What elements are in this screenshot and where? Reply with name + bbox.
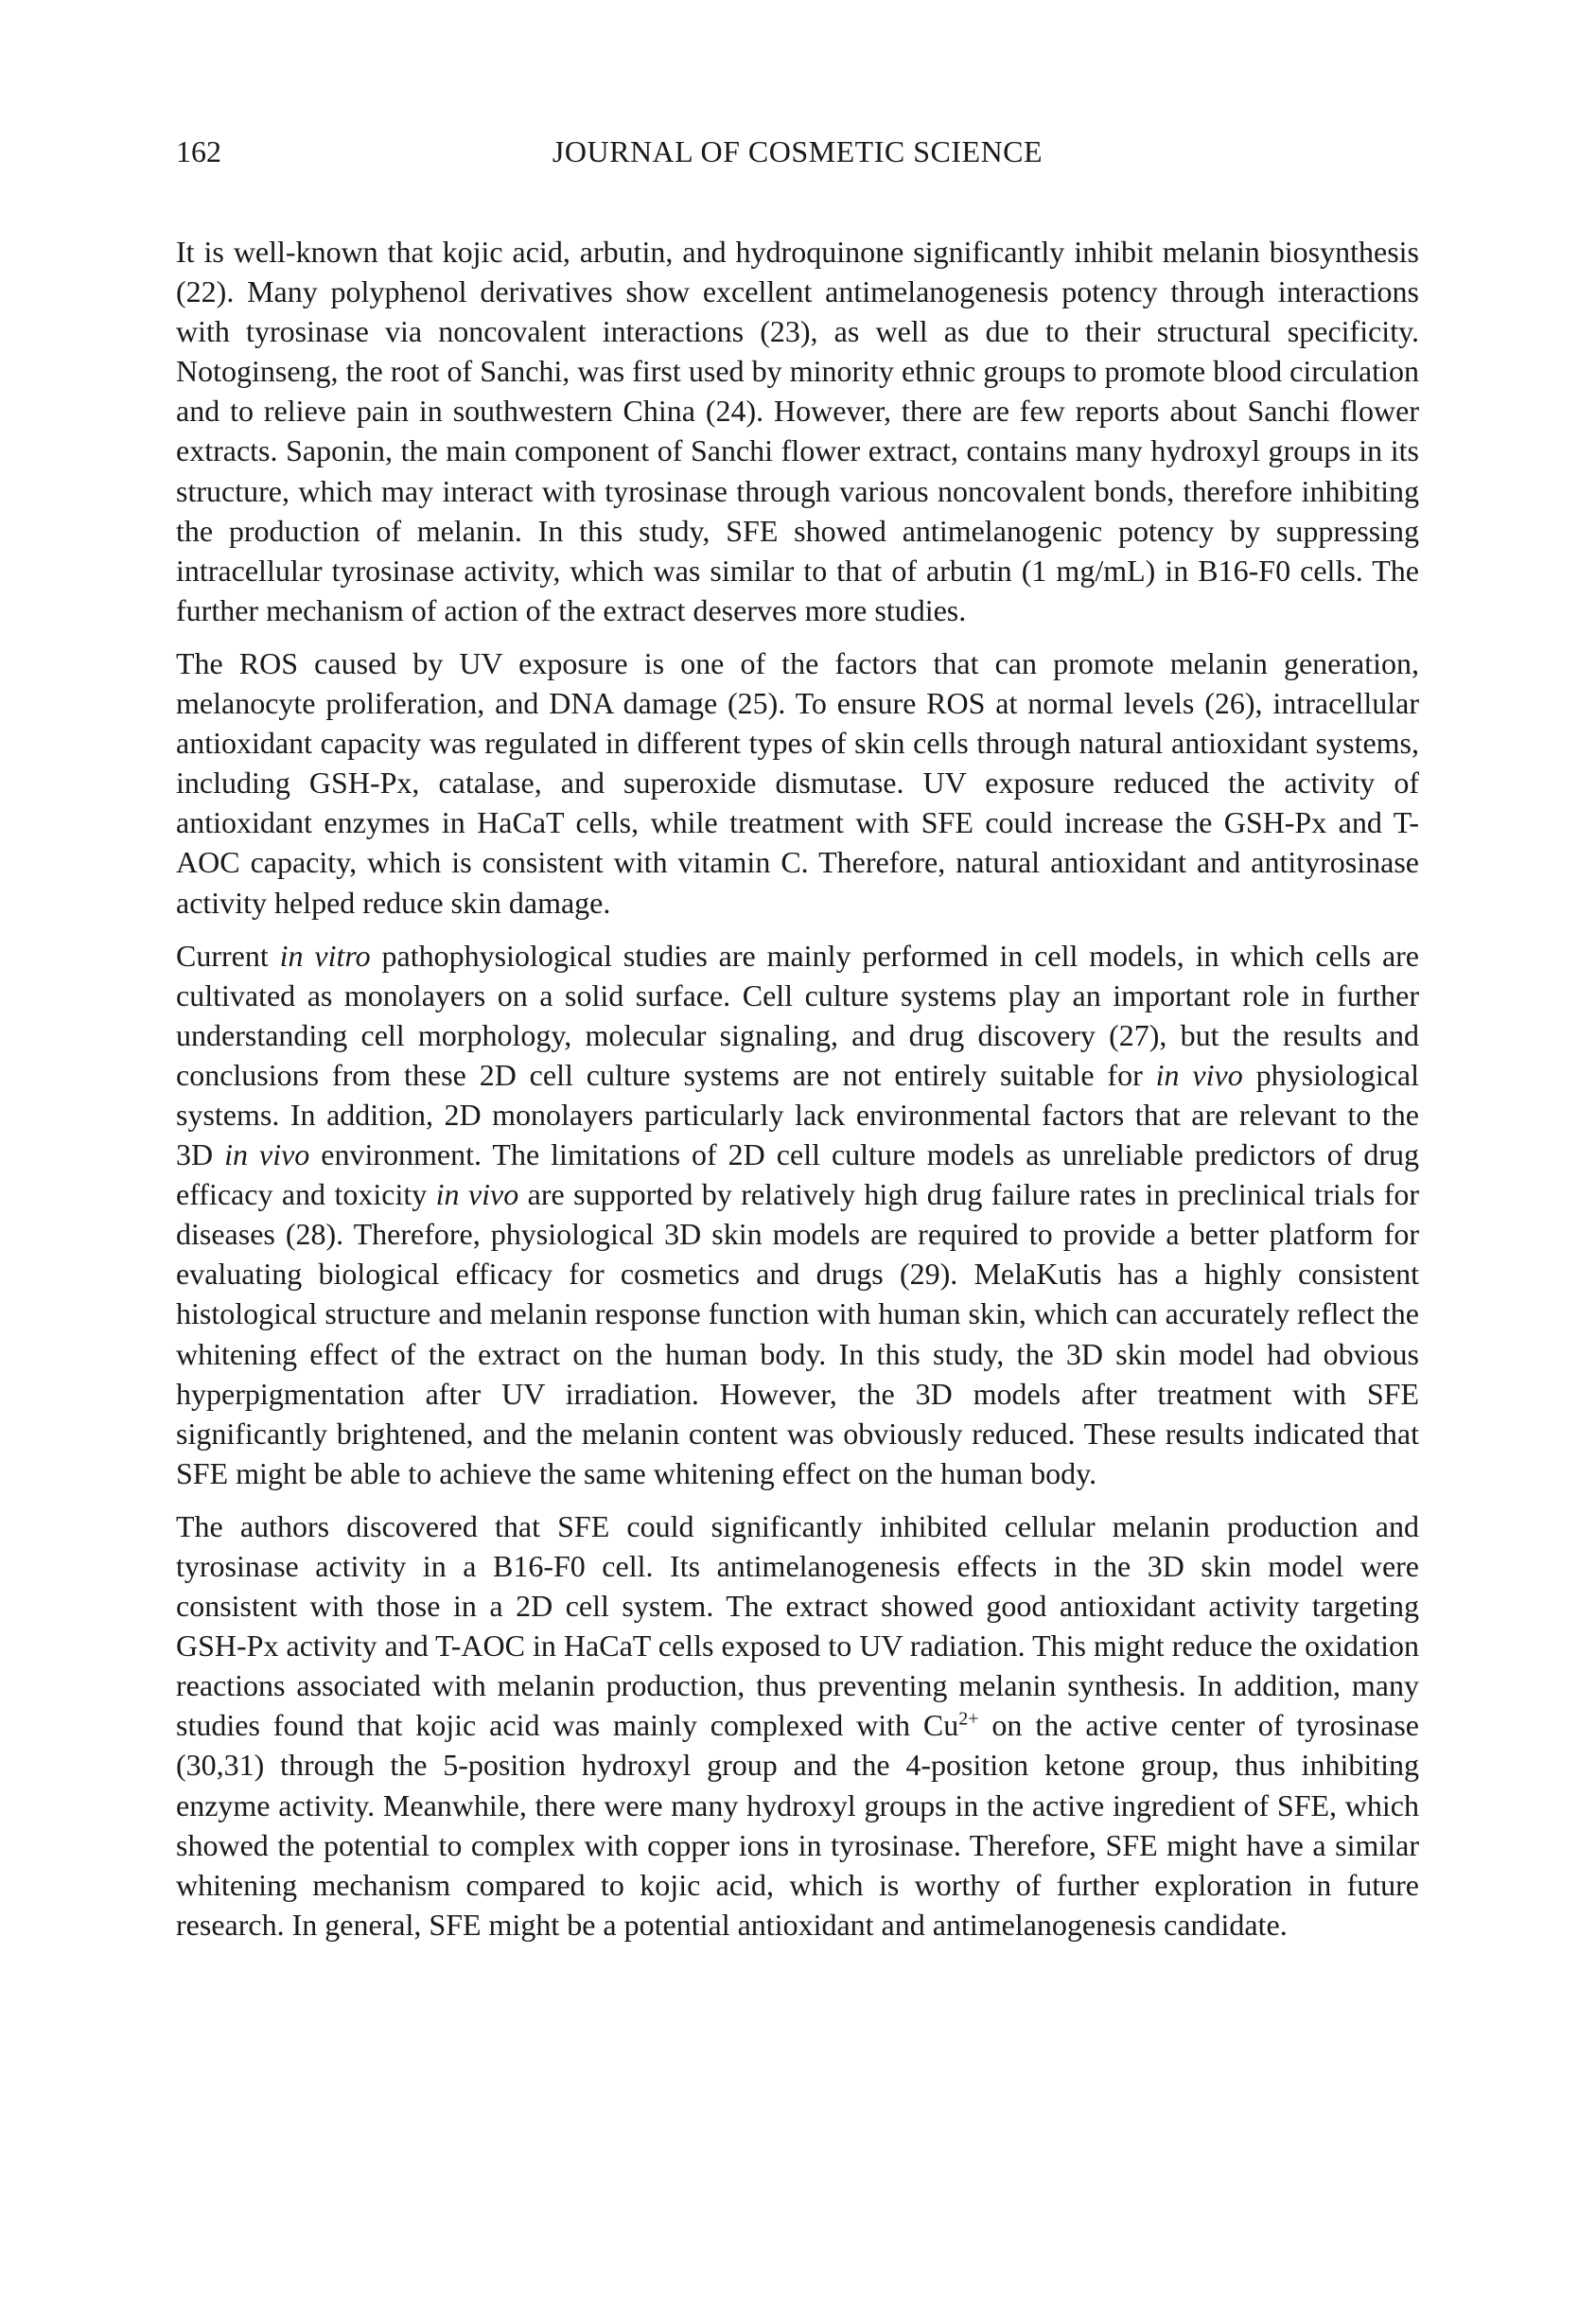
text-segment: environment. The limitations of 2D cell culture models as unreliable predictors of drug efficacy and toxicity [176, 1137, 1420, 1212]
paragraph-ros-discussion: The ROS caused by UV exposure is one of the factors that can promote melanin generation, melanocyte proliferation, and DNA damage (25). To ensure ROS at normal levels (26), intracellular antioxidant capacity was regulated in different types of skin cells through natural antioxidant systems, including GSH-Px, catalase, and superoxide dismutase. UV exposure reduced the activity of antioxidant enzymes in HaCaT cells, while treatment with SFE could increase the GSH-Px and T-AOC capacity, which is consistent with vitamin C. Therefore, natural antioxidant and antityrosinase activity helped reduce skin damage. [176, 645, 1419, 920]
page-number: 162 [176, 134, 221, 168]
paragraph-3d-skin-model-discussion [176, 936, 1419, 1493]
italic-term: in vitro [279, 938, 371, 973]
text-segment: on the active center of tyrosinase (30,31) through the 5-position hydroxyl group and the 4-position ketone group, thus inhibiting enzyme activity. Meanwhile, there were many hydroxyl groups in the active ingredient of SFE, which showed the potential to complex with copper ions in tyrosinase. Therefore, SFE might have a similar whitening mechanism compared to kojic acid, which is worthy of further exploration in future research. In general, SFE might be a potential antioxidant and antimelanogenesis candidate. [176, 1708, 1419, 1942]
article-body [176, 232, 1419, 1958]
text-segment: are supported by relatively high drug failure rates in preclinical trials for diseases (28). Therefore, physiological 3D skin models are required to provide a better platform for evaluating biological efficacy for cosmetics and drugs (29). MelaKutis has a highly consistent histological structure and melanin response function with human skin, which can accurately reflect the whitening effect of the extract on the human body. In this study, the 3D skin model had obvious hyperpigmentation after UV irradiation. However, the 3D models after treatment with SFE significantly brightened, and the melanin content was obviously reduced. These results indicated that SFE might be able to achieve the same whitening effect on the human body. [176, 1177, 1420, 1490]
text-segment: pathophysiological studies are mainly performed in cell models, in which cells are cultivated as monolayers on a solid surface. Cell culture systems play an important role in further understanding cell morphology, molecular signaling, and drug discovery (27), but the results and conclusions from these 2D cell culture systems are not entirely suitable for [176, 938, 1420, 1092]
italic-term: in vivo [1155, 1057, 1243, 1092]
journal-title: JOURNAL OF COSMETIC SCIENCE [552, 134, 1044, 168]
text-segment: The authors discovered that SFE could significantly inhibited cellular melanin production and tyrosinase activity in a B16-F0 cell. Its antimelanogenesis effects in the 3D skin model were consistent with those in a 2D cell system. The extract showed good antioxidant activity targeting GSH-Px activity and T-AOC in HaCaT cells exposed to UV radiation. This might reduce the oxidation reactions associated with melanin production, thus preventing melanin synthesis. In addition, many studies found that kojic acid was mainly complexed with Cu [176, 1508, 1419, 1743]
superscript-charge: 2+ [958, 1708, 979, 1730]
running-head [176, 131, 1419, 172]
text-segment: physiological systems. In addition, 2D monolayers particularly lack environmental factors that are relevant to the 3D [176, 1057, 1420, 1172]
italic-term: in vivo [224, 1137, 310, 1172]
paragraph-conclusion-discussion [176, 1506, 1419, 1945]
text-segment: Current [176, 938, 280, 973]
italic-term: in vivo [435, 1177, 519, 1212]
paragraph-kojic-acid-discussion: It is well-known that kojic acid, arbutin, and hydroquinone significantly inhibit melanin biosynthesis (22). Many polyphenol derivatives show excellent antimelanogenesis potency through interactions with tyrosinase via noncovalent interactions (23), as well as due to their structural specificity. Notoginseng, the root of Sanchi, was first used by minority ethnic groups to promote blood circulation and to relieve pain in southwestern China (24). However, there are few reports about Sanchi flower extracts. Saponin, the main component of Sanchi flower extract, contains many hydroxyl groups in its structure, which may interact with tyrosinase through various noncovalent bonds, therefore inhibiting the production of melanin. In this study, SFE showed antimelanogenic potency by suppressing intracellular tyrosinase activity, which was similar to that of arbutin (1 mg/mL) in B16-F0 cells. The further mechanism of action of the extract deserves more studies. [176, 235, 1419, 627]
